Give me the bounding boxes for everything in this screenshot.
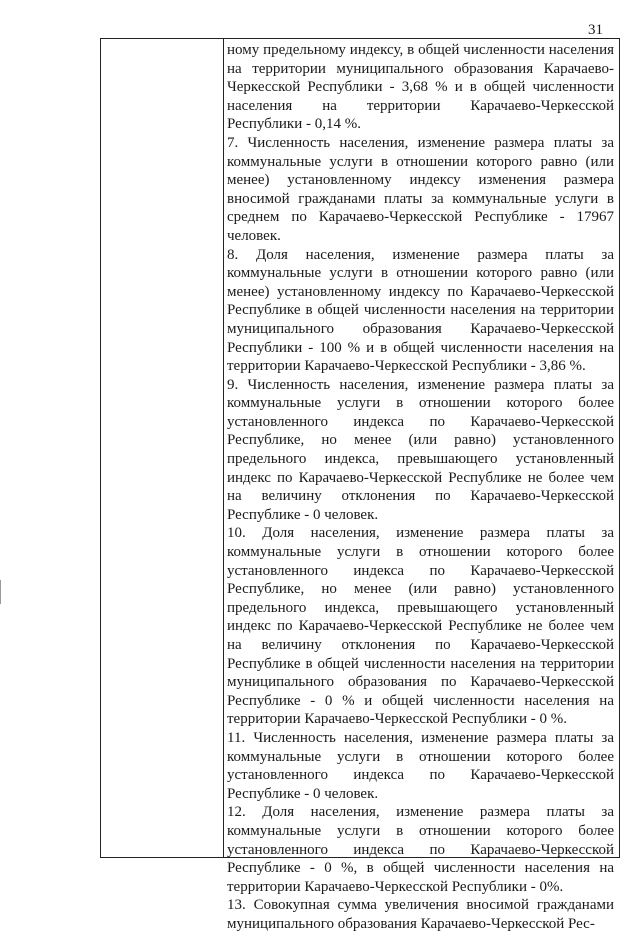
paragraph-item-10: 10. Доля населения, изменение размера платы за коммунальные услуги в отношении которого более установленного индекса по Карачаево-Черкесской Республике, но менее (или равно) установленного предельного индекса, превышающего установленный индекс по Карачаево-Черкесской Республике не более чем на величину отклонения по Карачаево-Черкесской Республике в общей численности населения на территории муниципального образования по Карачаево-Черкесской Республике - 0 % и общей численности населения на территории Карачаево-Черкесской Республики - 0 %.	[227, 525, 614, 728]
column-divider	[223, 39, 224, 857]
paragraph-item-9: 9. Численность населения, изменение размера платы за коммунальные услуги в отношении которого более установленного индекса по Карачаево-Черкесской Республике, но менее (или равно) установленного предельного индекса, превышающего установленный индекс по Карачаево-Черкесской Республике не более чем на величину отклонения по Карачаево-Черкесской Республике - 0 человек.	[227, 376, 614, 523]
document-table	[100, 38, 620, 932]
page-number: 31	[588, 22, 603, 38]
margin-mark	[0, 580, 5, 604]
paragraph-continuation: ному предельному индексу, в общей численности населения на территории муниципального образования Карачаево-Черкесской Республики - 3,68 % и в общей численности населения на территории Карачаево-Черкесской Республики - 0,14 %.	[227, 42, 614, 133]
paragraph-item-12: 12. Доля населения, изменение размера платы за коммунальные услуги в отношении которого более установленного индекса по Карачаево-Черкесской Республике - 0 %, в общей численности населения на территории Карачаево-Черкесской Республики - 0%.	[227, 804, 614, 895]
paragraph-item-13: 13. Совокупная сумма увеличения вносимой гражданами муниципального образования Карачаево-Черкесской Рес-	[227, 897, 614, 932]
table-text-cell	[227, 41, 614, 934]
paragraph-item-7: 7. Численность населения, изменение размера платы за коммунальные услуги в отношении которого равно (или менее) установленному индексу изменения размера вносимой гражданами платы за коммунальные услуги в среднем по Карачаево-Черкесской Республике - 17967 человек.	[227, 134, 614, 244]
paragraph-item-8: 8. Доля населения, изменение размера платы за коммунальные услуги в отношении которого равно (или менее) установленному индексу по Карачаево-Черкесской Республике в общей численности населения на территории муниципального образования Карачаево-Черкесской Республики - 100 % и в общей численности населения на территории Карачаево-Черкесской Республики - 3,86 %.	[227, 246, 614, 375]
paragraph-item-11: 11. Численность населения, изменение размера платы за коммунальные услуги в отношении которого более установленного индекса по Карачаево-Черкесской Республике - 0 человек.	[227, 729, 614, 802]
